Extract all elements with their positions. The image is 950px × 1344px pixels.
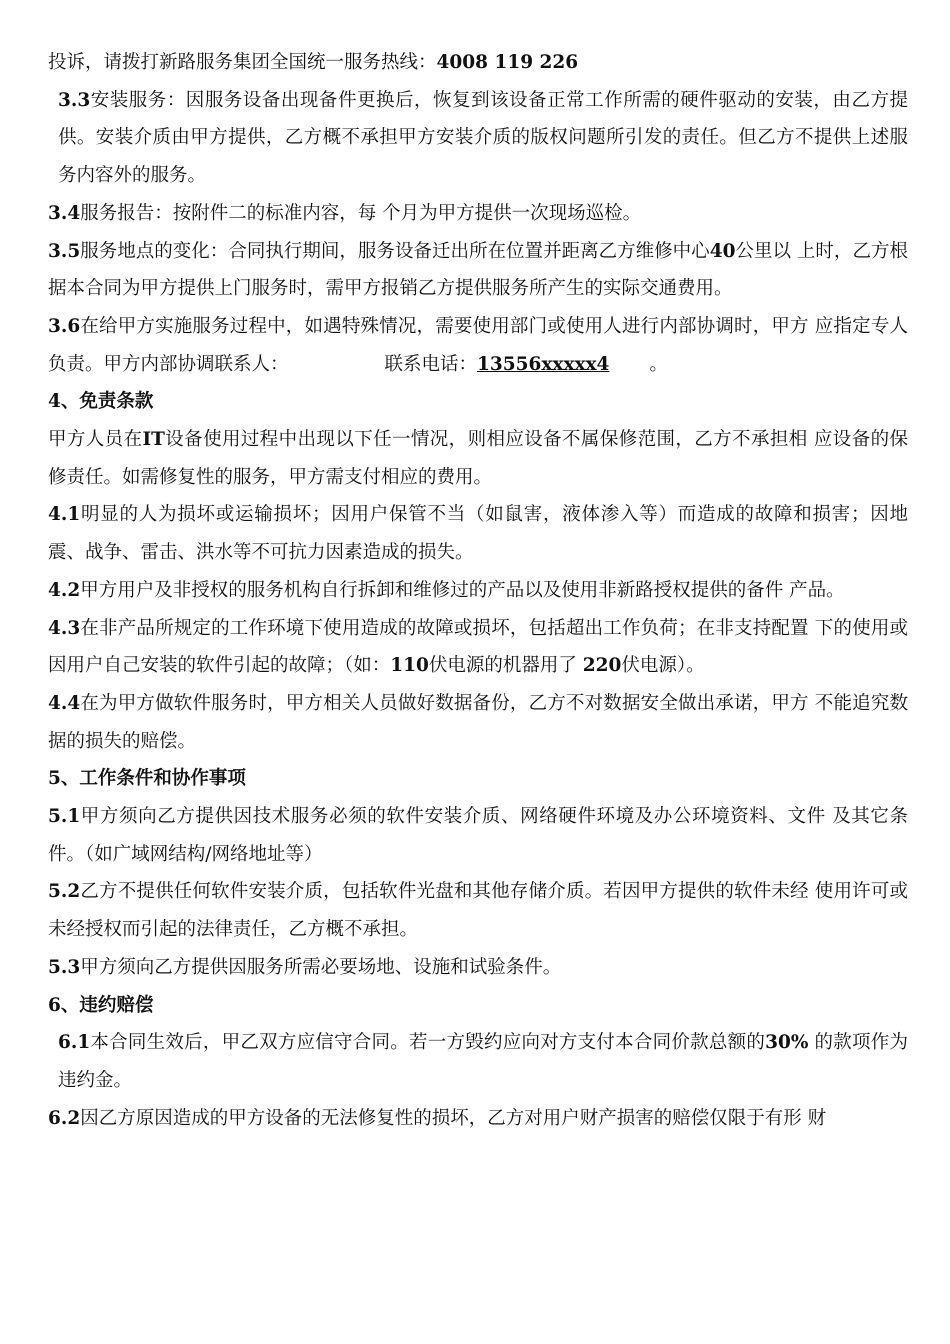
- section-heading-6: 6、违约赔偿: [48, 994, 154, 1016]
- paragraph-5-3: [48, 949, 908, 987]
- clause-number: 4.4: [48, 692, 81, 714]
- paragraph-4-2: [48, 572, 908, 610]
- paragraph-6-1: [48, 1024, 908, 1099]
- clause-number: 3.6: [48, 315, 81, 337]
- clause-number: 3.4: [48, 202, 81, 224]
- paragraph-4-3: [48, 610, 908, 685]
- paragraph-3-4: [48, 195, 908, 233]
- clause-text: 甲方用户及非授权的服务机构自行拆卸和维修过的产品以及使用非新路授权提供的备件 产品。: [80, 579, 845, 601]
- penalty-percent: 30%: [765, 1032, 809, 1054]
- clause-text: 伏电源的机器用了: [428, 655, 583, 677]
- clause-number: 4.2: [48, 579, 81, 601]
- paragraph-4-intro: [48, 421, 908, 496]
- hotline-text: 投诉，请拨打新路服务集团全国统一服务热线：: [48, 52, 437, 73]
- clause-text: 甲方须向乙方提供因服务所需必要场地、设施和试验条件。: [80, 956, 562, 978]
- clause-text: 乙方不提供任何软件安装介质，包括软件光盘和其他存储介质。若因甲方提供的软件未经 使用许可或未经授权而引起的法律责任，乙方概不承担。: [48, 881, 908, 941]
- clause-text: 在非产品所规定的工作环境下使用造成的故障或损坏，包括超出工作负荷；在非支持配置 下的使用或因用户自己安装的软件引起的故障；（如：: [48, 617, 908, 677]
- paragraph-5-1: [48, 798, 908, 873]
- clause-text: 的款项作为违约金。: [58, 1032, 908, 1091]
- clause-text: 甲方须向乙方提供因技术服务必须的软件安装介质、网络硬件环境及办公环境资料、文件 及其它条件。（如广域网结构/网络地址等）: [48, 806, 908, 865]
- clause-text: 在给甲方实施服务过程中，如遇特殊情况，需要使用部门或使用人进行内部协调时，甲方 应指定专人负责。甲方内部协调联系人：: [48, 315, 908, 375]
- clause-end: 。: [649, 353, 668, 375]
- clause-number: 4.3: [48, 617, 81, 639]
- clause-text: 安装服务：因服务设备出现备件更换后，恢复到该设备正常工作所需的硬件驱动的安装，由乙方提供。安装介质由甲方提供，乙方概不承担甲方安装介质的版权问题所引发的责任。但乙方不提供上述服务内容外的服务。: [58, 89, 908, 187]
- paragraph-4-4: [48, 685, 908, 760]
- distance-value: 40: [709, 240, 736, 262]
- clause-text: 因乙方原因造成的甲方设备的无法修复性的损坏，乙方对用户财产损害的赔偿仅限于有形 财: [80, 1107, 827, 1129]
- clause-number: 3.3: [58, 89, 91, 111]
- clause-number: 5.1: [48, 806, 81, 828]
- voltage-220: 220: [582, 655, 622, 677]
- paragraph-4-1: [48, 496, 908, 571]
- document-page: [48, 44, 908, 1137]
- section-heading-4: 4、免责条款: [48, 391, 154, 413]
- clause-number: 5.2: [48, 881, 81, 903]
- clause-text: 明显的人为损坏或运输损坏；因用户保管不当（如鼠害，液体渗入等）而造成的故障和损害；因地震、战争、雷击、洪水等不可抗力因素造成的损失。: [48, 504, 908, 564]
- paragraph-3-3: [48, 82, 908, 195]
- paragraph-hotline: [48, 44, 908, 82]
- clause-number: 3.5: [48, 240, 81, 262]
- clause-text: 本合同生效后，甲乙双方应信守合同。若一方毁约应向对方支付本合同价款总额的: [90, 1032, 766, 1054]
- hotline-number: 4008 119 226: [436, 52, 579, 73]
- phone-number: 13556xxxxx4: [477, 353, 610, 375]
- clause-text: 甲方人员在: [48, 429, 143, 451]
- clause-text: 服务报告：按附件二的标准内容，每 个月为甲方提供一次现场巡检。: [80, 202, 642, 224]
- voltage-110: 110: [390, 655, 429, 677]
- clause-number: 6.1: [58, 1032, 91, 1054]
- it-term: IT: [142, 429, 165, 451]
- clause-text: 服务地点的变化：合同执行期间，服务设备迁出所在位置并距离乙方维修中心: [80, 240, 710, 262]
- paragraph-5-2: [48, 873, 908, 948]
- clause-number: 6.2: [48, 1107, 81, 1129]
- paragraph-3-5: [48, 233, 908, 308]
- clause-text: 公里以 上时，乙方根据本合同为甲方提供上门服务时，需甲方报销乙方提供服务所产生的实际交通费用。: [48, 240, 908, 300]
- paragraph-6-2: [48, 1100, 908, 1138]
- clause-number: 5.3: [48, 956, 81, 978]
- clause-text: 在为甲方做软件服务时，甲方相关人员做好数据备份，乙方不对数据安全做出承诺，甲方 不能追究数据的损失的赔偿。: [48, 692, 908, 752]
- phone-label: 联系电话：: [384, 353, 478, 375]
- clause-number: 4.1: [48, 504, 81, 526]
- section-heading-5: 5、工作条件和协作事项: [48, 768, 246, 790]
- clause-text: 设备使用过程中出现以下任一情况，则相应设备不属保修范围，乙方不承担相 应设备的保修责任。如需修复性的服务，甲方需支付相应的费用。: [48, 429, 908, 488]
- clause-text: 伏电源）。: [621, 655, 705, 677]
- paragraph-3-6: [48, 308, 908, 383]
